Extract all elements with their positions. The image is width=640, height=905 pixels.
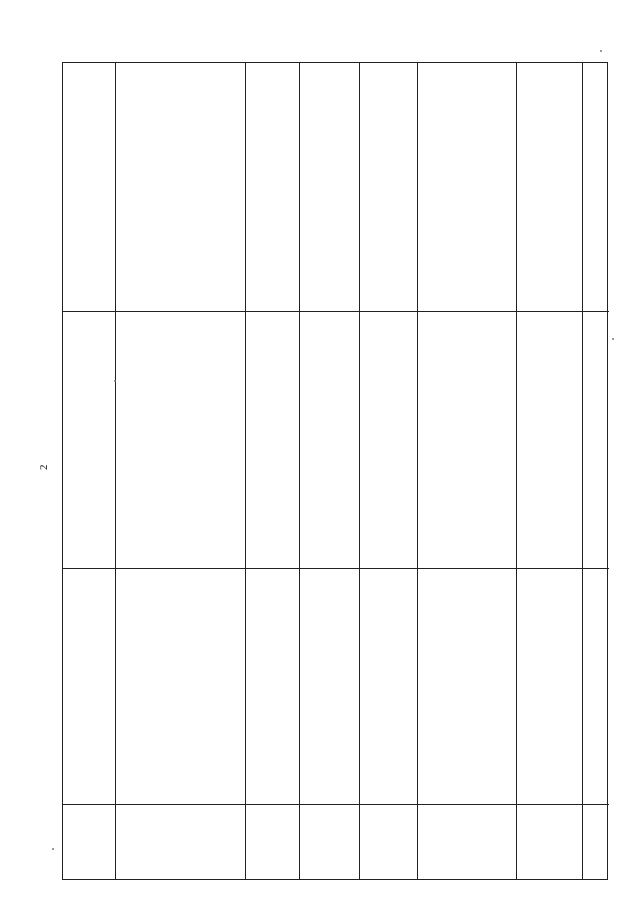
drug-name-cell — [417, 311, 516, 568]
code-cell — [417, 804, 516, 881]
code-cell — [359, 804, 417, 881]
code-cell — [63, 804, 115, 881]
dosage-forms-cell — [417, 63, 516, 311]
scan-speck — [52, 848, 54, 850]
description-cell — [359, 568, 417, 804]
drug-name-cell — [516, 311, 582, 568]
dosage-forms-cell — [582, 63, 609, 311]
code-cell — [245, 804, 299, 881]
description-cell — [299, 568, 359, 804]
drug-name-cell — [359, 311, 417, 568]
drug-name-cell — [582, 311, 609, 568]
description-cell — [516, 568, 582, 804]
scan-speck — [600, 50, 602, 52]
dosage-forms-cell — [359, 63, 417, 311]
code-cell — [299, 804, 359, 881]
drug-name-cell — [245, 311, 299, 568]
dosage-forms-cell — [63, 63, 115, 311]
drug-name-cell — [63, 311, 115, 568]
dosage-forms-cell — [115, 63, 245, 311]
drug-name-cell — [299, 311, 359, 568]
code-cell — [115, 804, 245, 881]
description-cell — [417, 568, 516, 804]
dosage-forms-cell — [299, 63, 359, 311]
description-cell — [582, 568, 609, 804]
description-cell — [245, 568, 299, 804]
scan-speck — [612, 338, 614, 340]
description-cell — [63, 568, 115, 804]
dosage-forms-cell — [516, 63, 582, 311]
code-cell — [582, 804, 609, 881]
code-cell — [516, 804, 582, 881]
dosage-forms-cell — [245, 63, 299, 311]
page-number: 2 — [38, 464, 50, 470]
description-cell — [115, 568, 245, 804]
scan-speck — [114, 380, 116, 382]
drug-name-cell — [115, 311, 245, 568]
drug-table — [62, 62, 608, 880]
